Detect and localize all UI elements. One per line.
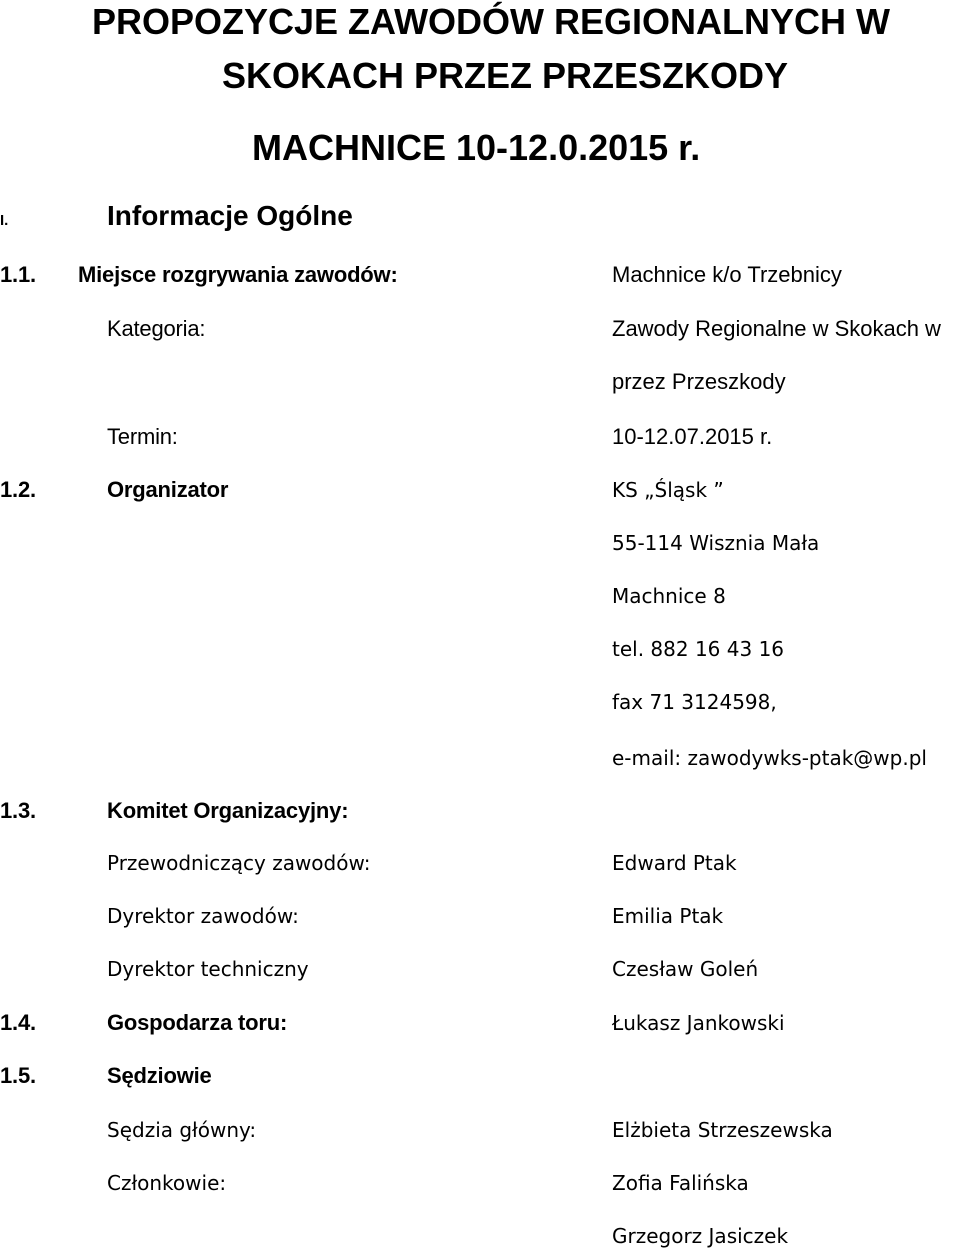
organizer-label: Organizator [107,477,229,502]
item-number-1-1: 1.1. [0,262,36,287]
item-number-1-3: 1.3. [0,798,36,823]
tech-director-value: Czesław Goleń [612,957,759,981]
phone-number: 882 16 43 16 [650,637,785,661]
tech-director-label: Dyrektor techniczny [107,957,309,981]
chief-judge-value: Elżbieta Strzeszewska [612,1118,833,1142]
members-label: Członkowie: [107,1171,227,1195]
title-line-3: MACHNICE 10-12.0.2015 r. [252,127,701,168]
director-value: Emilia Ptak [612,904,724,928]
section-title: Informacje Ogólne [107,200,353,231]
organizer-name: KS „Śląsk ” [612,478,724,502]
director-label: Dyrektor zawodów: [107,904,299,928]
member-2: Grzegorz Jasiczek [612,1224,789,1248]
venue-label: Miejsce rozgrywania zawodów: [78,262,398,287]
organizer-fax: fax 71 3124598, [612,690,777,714]
category-value-line-2: przez Przeszkody [612,369,786,394]
term-label: Termin: [107,424,178,449]
chief-judge-label: Sędzia główny: [107,1118,257,1142]
item-number-1-4: 1.4. [0,1010,36,1035]
judges-label: Sędziowie [107,1063,212,1088]
committee-label: Komitet Organizacyjny: [107,798,349,823]
organizer-phone [612,636,784,662]
organizer-email: e-mail: zawodywks-ptak@wp.pl [612,746,927,770]
title-line-2: SKOKACH PRZEZ PRZESZKODY [222,55,789,96]
term-value: 10-12.07.2015 r. [612,424,773,449]
venue-value: Machnice k/o Trzebnicy [612,262,842,287]
category-label: Kategoria: [107,316,206,341]
member-1: Zofia Falińska [612,1171,749,1195]
item-number-1-5: 1.5. [0,1063,36,1088]
title-line-1: PROPOZYCJE ZAWODÓW REGIONALNYCH W [92,1,891,42]
organizer-address-line-1: 55-114 Wisznia Mała [612,531,820,555]
track-host-label: Gospodarza toru: [107,1010,288,1035]
chair-value: Edward Ptak [612,851,737,875]
chair-label: Przewodniczący zawodów: [107,851,371,875]
section-numeral: I. [0,212,9,229]
organizer-address-line-2: Machnice 8 [612,584,726,608]
item-number-1-2: 1.2. [0,477,36,502]
track-host-value: Łukasz Jankowski [612,1011,785,1035]
category-value-line-1: Zawody Regionalne w Skokach w [612,316,941,341]
phone-prefix: tel. [612,637,645,661]
